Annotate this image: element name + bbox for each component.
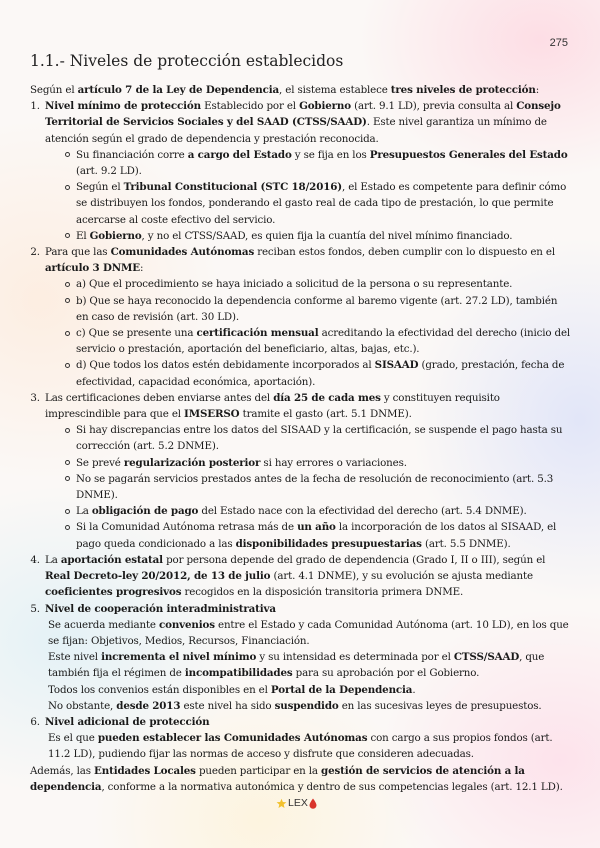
list-item-dnme-requirements xyxy=(43,244,572,390)
item-paragraph: Todos los convenios están disponibles en el Portal de la Dependencia. xyxy=(48,683,416,696)
star-icon xyxy=(276,798,287,809)
bold-text: Nivel adicional de protección xyxy=(45,715,210,728)
sub-item: a) Que el procedimiento se haya iniciado a solicitud de la persona o su representante. xyxy=(65,276,572,292)
bold-text: regularización posterior xyxy=(123,456,261,469)
section-heading: 1.1.- Niveles de protección establecidos xyxy=(30,52,344,70)
bold-text: incrementa el nivel mínimo xyxy=(101,651,257,664)
list-item-cooperation-level xyxy=(43,601,572,714)
item-text xyxy=(45,603,276,615)
sub-list xyxy=(45,422,572,552)
sub-item: No se pagarán servicios prestados antes de la fecha de resolución de reconocimiento (art. 5.3 DNME). xyxy=(65,471,572,503)
bold-text: tres niveles de protección xyxy=(390,84,536,96)
bold-text: Entidades Locales xyxy=(94,764,196,777)
bold-text: convenios xyxy=(159,618,215,631)
bold-text: obligación de pago xyxy=(91,505,199,518)
protection-levels-list xyxy=(30,98,572,762)
item-paragraph: Se acuerda mediante convenios entre el Estado y cada Comunidad Autónoma (art. 10 LD), en los que se fijan: Objetivos, Medios, Recursos, Financiación. xyxy=(48,618,569,647)
item-text xyxy=(45,716,209,728)
bold-text: desde 2013 xyxy=(116,699,181,712)
bold-text: a cargo del Estado xyxy=(187,148,292,161)
footer-logo xyxy=(276,797,317,809)
bold-text: artículo 3 DNME xyxy=(45,262,140,275)
bold-text: Gobierno xyxy=(89,229,142,242)
page-number: 275 xyxy=(549,37,568,49)
bold-text: incompatibilidades xyxy=(184,667,293,680)
bold-text: Real Decreto-ley 20/2012, de 13 de julio xyxy=(45,570,271,583)
list-item-minimum-level xyxy=(43,98,572,244)
item-paragraph: Este nivel incrementa el nivel mínimo y su intensidad es determinada por el CTSS/SAAD, que también fija el régimen de incompatibilidades para su aprobación por el Gobierno. xyxy=(48,651,545,680)
sub-list xyxy=(45,276,572,389)
sub-item: Si la Comunidad Autónoma retrasa más de un año la incorporación de los datos al SISAAD, el pago queda condicionado a las disponibilidades presupuestarias (art. 5.5 DNME). xyxy=(65,519,572,551)
sub-item: Su financiación corre a cargo del Estado y se fija en los Presupuestos Generales del Estado (art. 9.2 LD). xyxy=(65,147,572,179)
bold-text: suspendido xyxy=(274,699,339,712)
bold-text: CTSS/SAAD xyxy=(453,651,520,664)
closing-paragraph: Además, las Entidades Locales pueden participar en la gestión de servicios de atención a la dependencia, conforme a la normativa autonómica y dentro de sus competencias legales (art. 12.1 LD). xyxy=(30,764,563,793)
sub-item: Según el Tribunal Constitucional (STC 18/2016), el Estado es competente para definir cómo se distribuyen los fondos, ponderando el gasto real de cada tipo de prestación, lo que permite acercarse al coste efectivo del servicio. xyxy=(65,179,572,228)
bold-text: pueden establecer las Comunidades Autónomas xyxy=(97,732,368,745)
item-paragraph: Es el que pueden establecer las Comunidades Autónomas con cargo a sus propios fondos (art. 11.2 LD), pudiendo fijar las normas de acceso y disfrute que consideren adecuadas. xyxy=(48,732,553,761)
sub-item: Se prevé regularización posterior si hay errores o variaciones. xyxy=(65,455,572,471)
item-text: Nivel mínimo de protección Establecido por el Gobierno (art. 9.1 LD), previa consulta al Consejo Territorial de Servicios Sociales y del SAAD (CTSS/SAAD). Este nivel garantiza un mínimo de atención según el grado de dependencia y prestación reconocida. xyxy=(45,100,561,145)
bold-text: Presupuestos Generales del Estado xyxy=(369,148,568,161)
bold-text: Nivel de cooperación interadministrativa xyxy=(45,602,276,615)
item-text: Para que las Comunidades Autónomas reciban estos fondos, deben cumplir con lo dispuesto en el artículo 3 DNME: xyxy=(45,246,555,275)
list-item-state-contribution xyxy=(43,552,572,601)
logo-text: LEX xyxy=(288,797,308,809)
bold-text: gestión de servicios de atención a la dependencia xyxy=(30,764,525,793)
bold-text: IMSERSO xyxy=(184,408,240,421)
drop-icon xyxy=(309,798,317,809)
bold-text: Tribunal Constitucional (STC 18/2016) xyxy=(123,181,342,194)
item-text: La aportación estatal por persona depende del grado de dependencia (Grado I, II o III), según el Real Decreto-ley 20/2012, de 13 de julio (art. 4.1 DNME), y su evolución se ajusta mediante coeficientes progresivos recogidos en la disposición transitoria primera DNME. xyxy=(45,553,546,599)
bold-text: Gobierno xyxy=(299,100,351,113)
list-item-additional-level xyxy=(43,714,572,763)
bold-text: disponibilidades presupuestarias xyxy=(235,537,422,550)
sub-list xyxy=(45,147,572,244)
bold-text: certificación mensual xyxy=(196,327,319,340)
sub-item: c) Que se presente una certificación mensual acreditando la efectividad del derecho (inicio del servicio o prestación, aportación del beneficiario, altas, bajas, etc.). xyxy=(65,325,572,357)
bold-text: Portal de la Dependencia xyxy=(270,683,413,696)
bold-text: SISAAD xyxy=(374,359,419,372)
document-body xyxy=(30,82,572,795)
bold-text: aportación estatal xyxy=(60,553,163,566)
sub-item: d) Que todos los datos estén debidamente incorporados al SISAAD (grado, prestación, fecha de efectividad, capacidad económica, aportación). xyxy=(65,357,572,389)
sub-item: El Gobierno, y no el CTSS/SAAD, es quien fija la cuantía del nivel mínimo financiado. xyxy=(65,228,572,244)
item-text: Las certificaciones deben enviarse antes del día 25 de cada mes y constituyen requisito imprescindible para que el IMSERSO tramite el gasto (art. 5.1 DNME). xyxy=(45,391,500,421)
intro-paragraph: Según el artículo 7 de la Ley de Dependencia, el sistema establece tres niveles de protección: xyxy=(30,84,540,96)
bold-text: coeficientes progresivos xyxy=(45,586,182,599)
bold-text: un año xyxy=(297,521,336,534)
bold-text: artículo 7 de la Ley de Dependencia xyxy=(77,84,279,96)
item-paragraph: No obstante, desde 2013 este nivel ha sido suspendido en las sucesivas leyes de presupuestos. xyxy=(48,699,542,712)
bold-text: Comunidades Autónomas xyxy=(110,246,255,259)
sub-item: b) Que se haya reconocido la dependencia conforme al baremo vigente (art. 27.2 LD), también en caso de revisión (art. 30 LD). xyxy=(65,293,572,325)
bold-text: Nivel mínimo de protección xyxy=(45,100,201,113)
list-item-certifications xyxy=(43,390,572,552)
bold-text: Consejo Territorial de Servicios Sociales y del SAAD (CTSS/SAAD) xyxy=(45,100,561,129)
sub-item: La obligación de pago del Estado nace con la efectividad del derecho (art. 5.4 DNME). xyxy=(65,503,572,519)
sub-item: Si hay discrepancias entre los datos del SISAAD y la certificación, se suspende el pago hasta su corrección (art. 5.2 DNME). xyxy=(65,422,572,454)
bold-text: día 25 de cada mes xyxy=(273,391,381,404)
